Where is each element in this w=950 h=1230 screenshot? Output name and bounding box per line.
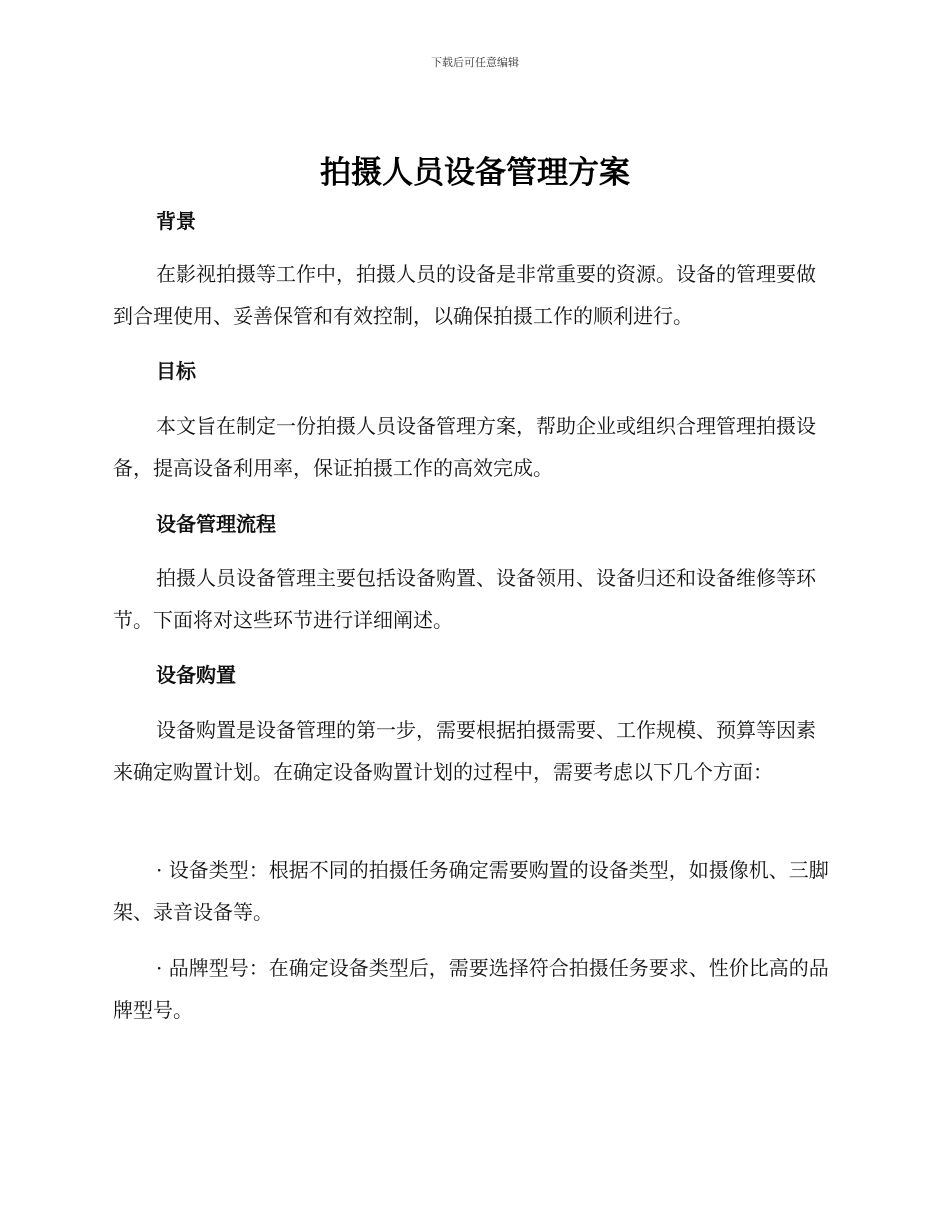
purchase-bullet-equipment-type: · 设备类型：根据不同的拍摄任务确定需要购置的设备类型，如摄像机、三脚架、录音设备等。 (113, 858, 829, 924)
purchase-bullet-brand-model: · 品牌型号：在确定设备类型后，需要选择符合拍摄任务要求、性价比高的品牌型号。 (113, 956, 829, 1022)
page-header-note: 下载后可任意编辑 (431, 56, 519, 69)
section-heading-process: 设备管理流程 (156, 512, 276, 536)
section-heading-goal: 目标 (156, 359, 196, 383)
document-title: 拍摄人员设备管理方案 (320, 155, 630, 191)
background-paragraph: 在影视拍摄等工作中，拍摄人员的设备是非常重要的资源。设备的管理要做到合理使用、妥善保管和有效控制，以确保拍摄工作的顺利进行。 (113, 262, 816, 328)
goal-paragraph: 本文旨在制定一份拍摄人员设备管理方案，帮助企业或组织合理管理拍摄设备，提高设备利用率，保证拍摄工作的高效完成。 (113, 414, 816, 480)
section-heading-purchase: 设备购置 (156, 663, 236, 687)
section-heading-background: 背景 (156, 209, 196, 233)
process-paragraph: 拍摄人员设备管理主要包括设备购置、设备领用、设备归还和设备维修等环节。下面将对这些环节进行详细阐述。 (113, 566, 816, 632)
purchase-paragraph: 设备购置是设备管理的第一步，需要根据拍摄需要、工作规模、预算等因素来确定购置计划。在确定设备购置计划的过程中，需要考虑以下几个方面： (113, 718, 816, 784)
